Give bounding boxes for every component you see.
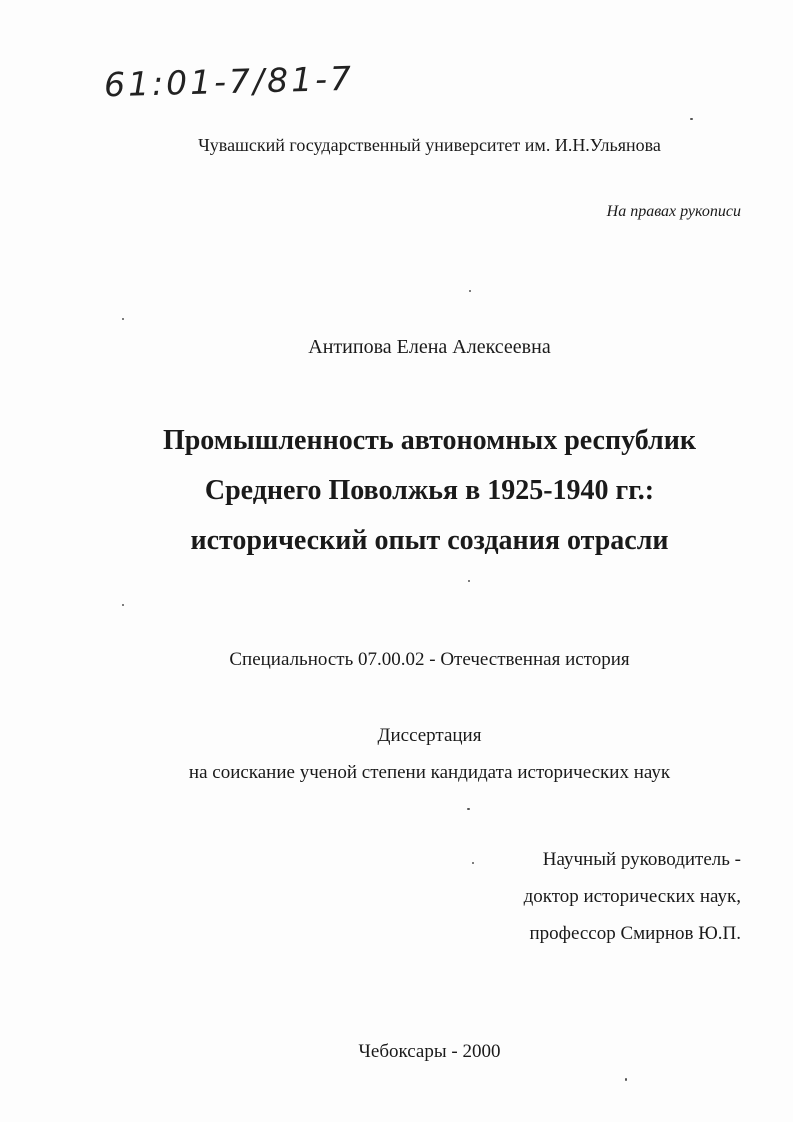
scan-speck: [625, 1078, 627, 1081]
scan-speck: [467, 808, 470, 810]
dissertation-purpose: на соискание ученой степени кандидата исторических наук: [188, 762, 671, 783]
dissertation-title: [0, 416, 793, 566]
title-line-1: Промышленность автономных республик: [162, 425, 697, 456]
scan-speck: [122, 318, 124, 320]
scan-speck: [690, 118, 693, 120]
dissertation-type: Диссертация: [377, 725, 482, 746]
supervisor-line-3: профессор Смирнов Ю.П.: [529, 923, 741, 944]
handwritten-archive-code: 61:01-7/81-7: [103, 58, 355, 105]
scan-speck: [468, 580, 470, 582]
supervisor-line-2: доктор исторических наук,: [523, 886, 741, 907]
supervisor-line-1: Научный руководитель -: [542, 849, 741, 870]
scan-speck: [469, 290, 471, 292]
scan-speck: [472, 862, 474, 864]
university-name: Чувашский государственный университет им. И.Н.Ульянова: [198, 135, 661, 155]
author-name: Антипова Елена Алексеевна: [308, 336, 551, 358]
title-line-3: исторический опыт создания отрасли: [190, 525, 669, 556]
supervisor-block: [524, 841, 741, 952]
scan-speck: [122, 604, 124, 606]
place-and-year: Чебоксары - 2000: [358, 1041, 501, 1062]
title-line-2: Среднего Поволжья в 1925-1940 гг.:: [204, 475, 655, 506]
rights-note: На правах рукописи: [606, 203, 741, 220]
specialty-line: Специальность 07.00.02 - Отечественная история: [229, 649, 630, 670]
